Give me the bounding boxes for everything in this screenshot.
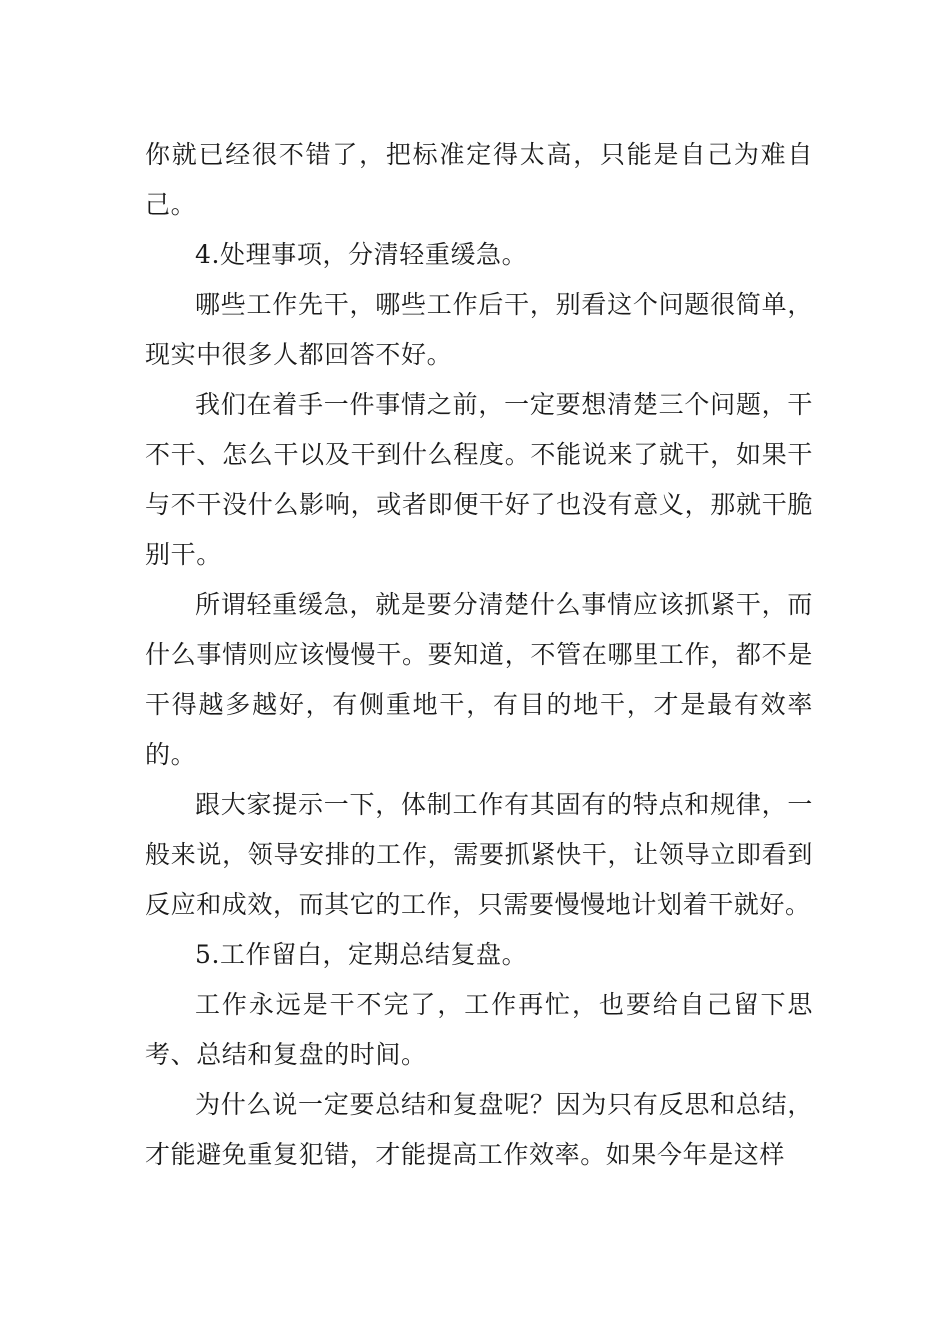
paragraph: 跟大家提示一下，体制工作有其固有的特点和规律，一般来说，领导安排的工作，需要抓紧快干，让领导立即看到反应和成效，而其它的工作，只需要慢慢地计划着干就好。 [145,790,813,919]
paragraph: 所谓轻重缓急，就是要分清楚什么事情应该抓紧干，而什么事情则应该慢慢干。要知道，不管在哪里工作，都不是干得越多越好，有侧重地干，有目的地干，才是最有效率的。 [145,590,813,769]
paragraph-continuation: 你就已经很不错了，把标准定得太高，只能是自己为难自己。 [145,140,813,219]
paragraph: 工作永远是干不完了，工作再忙，也要给自己留下思考、总结和复盘的时间。 [145,990,813,1069]
document-body [145,130,813,1180]
heading-item-5: 5.工作留白，定期总结复盘。 [195,940,528,969]
heading-item-4: 4.处理事项，分清轻重缓急。 [195,240,528,269]
paragraph: 为什么说一定要总结和复盘呢？因为只有反思和总结，才能避免重复犯错，才能提高工作效率。如果今年是这样 [145,1090,813,1169]
paragraph: 我们在着手一件事情之前，一定要想清楚三个问题，干不干、怎么干以及干到什么程度。不能说来了就干，如果干与不干没什么影响，或者即便干好了也没有意义，那就干脆别干。 [145,390,813,569]
paragraph: 哪些工作先干，哪些工作后干，别看这个问题很简单，现实中很多人都回答不好。 [145,290,813,369]
